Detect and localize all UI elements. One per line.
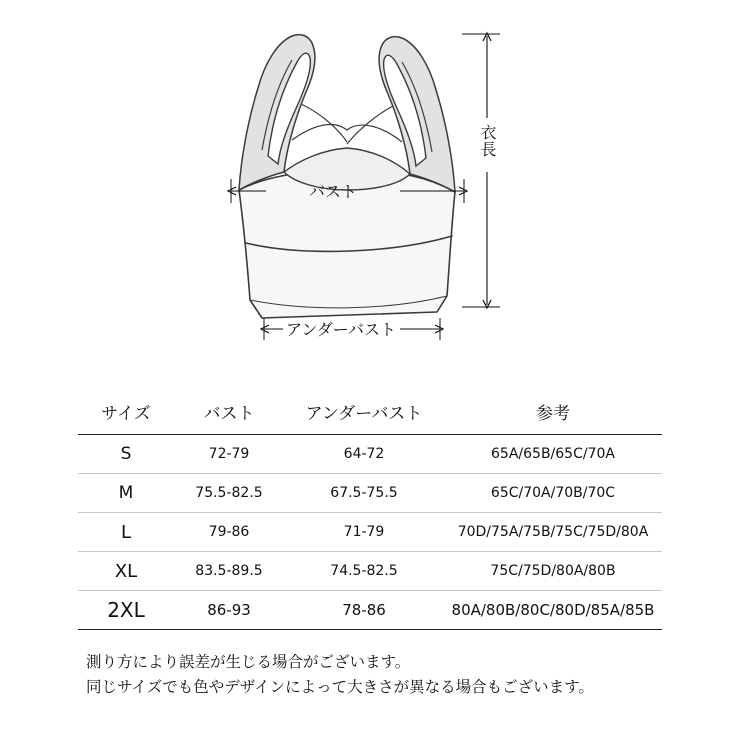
header-underbust: アンダーバスト: [284, 388, 444, 435]
cell-bust: 83.5-89.5: [174, 552, 284, 591]
header-size: サイズ: [78, 388, 174, 435]
cell-bust: 79-86: [174, 513, 284, 552]
cell-bust: 72-79: [174, 435, 284, 474]
cell-size: XL: [78, 552, 174, 591]
cell-size: 2XL: [78, 591, 174, 630]
table-row: [78, 591, 662, 630]
cell-bust: 86-93: [174, 591, 284, 630]
table-row: [78, 435, 662, 474]
cell-underbust: 67.5-75.5: [284, 474, 444, 513]
size-table: [78, 388, 662, 630]
cell-size: M: [78, 474, 174, 513]
table-row: [78, 552, 662, 591]
underbust-measure-label: アンダーバスト: [286, 320, 396, 339]
table-row: [78, 513, 662, 552]
cell-underbust: 74.5-82.5: [284, 552, 444, 591]
table-row: [78, 474, 662, 513]
note-line-2: 同じサイズでも色やデザインによって大きさが異なる場合もございます。: [86, 678, 594, 696]
cell-underbust: 71-79: [284, 513, 444, 552]
table-header-row: [78, 388, 662, 435]
length-measure-label: 衣長: [478, 124, 497, 158]
cell-reference: 70D/75A/75B/75C/75D/80A: [444, 513, 662, 552]
cell-underbust: 64-72: [284, 435, 444, 474]
header-bust: バスト: [174, 388, 284, 435]
cell-reference: 75C/75D/80A/80B: [444, 552, 662, 591]
cell-reference: 65C/70A/70B/70C: [444, 474, 662, 513]
cell-reference: 80A/80B/80C/80D/85A/85B: [444, 591, 662, 630]
cell-size: L: [78, 513, 174, 552]
cell-bust: 75.5-82.5: [174, 474, 284, 513]
note-line-1: 測り方により誤差が生じる場合がございます。: [86, 653, 411, 671]
bust-measure-label: バスト: [308, 182, 358, 201]
table-header: [78, 388, 662, 435]
table-body: [78, 435, 662, 630]
cell-reference: 65A/65B/65C/70A: [444, 435, 662, 474]
cell-underbust: 78-86: [284, 591, 444, 630]
header-reference: 参考: [444, 388, 662, 435]
cell-size: S: [78, 435, 174, 474]
notes-block: [86, 650, 686, 700]
garment-illustration: [0, 0, 740, 368]
bra-diagram: [0, 0, 740, 368]
